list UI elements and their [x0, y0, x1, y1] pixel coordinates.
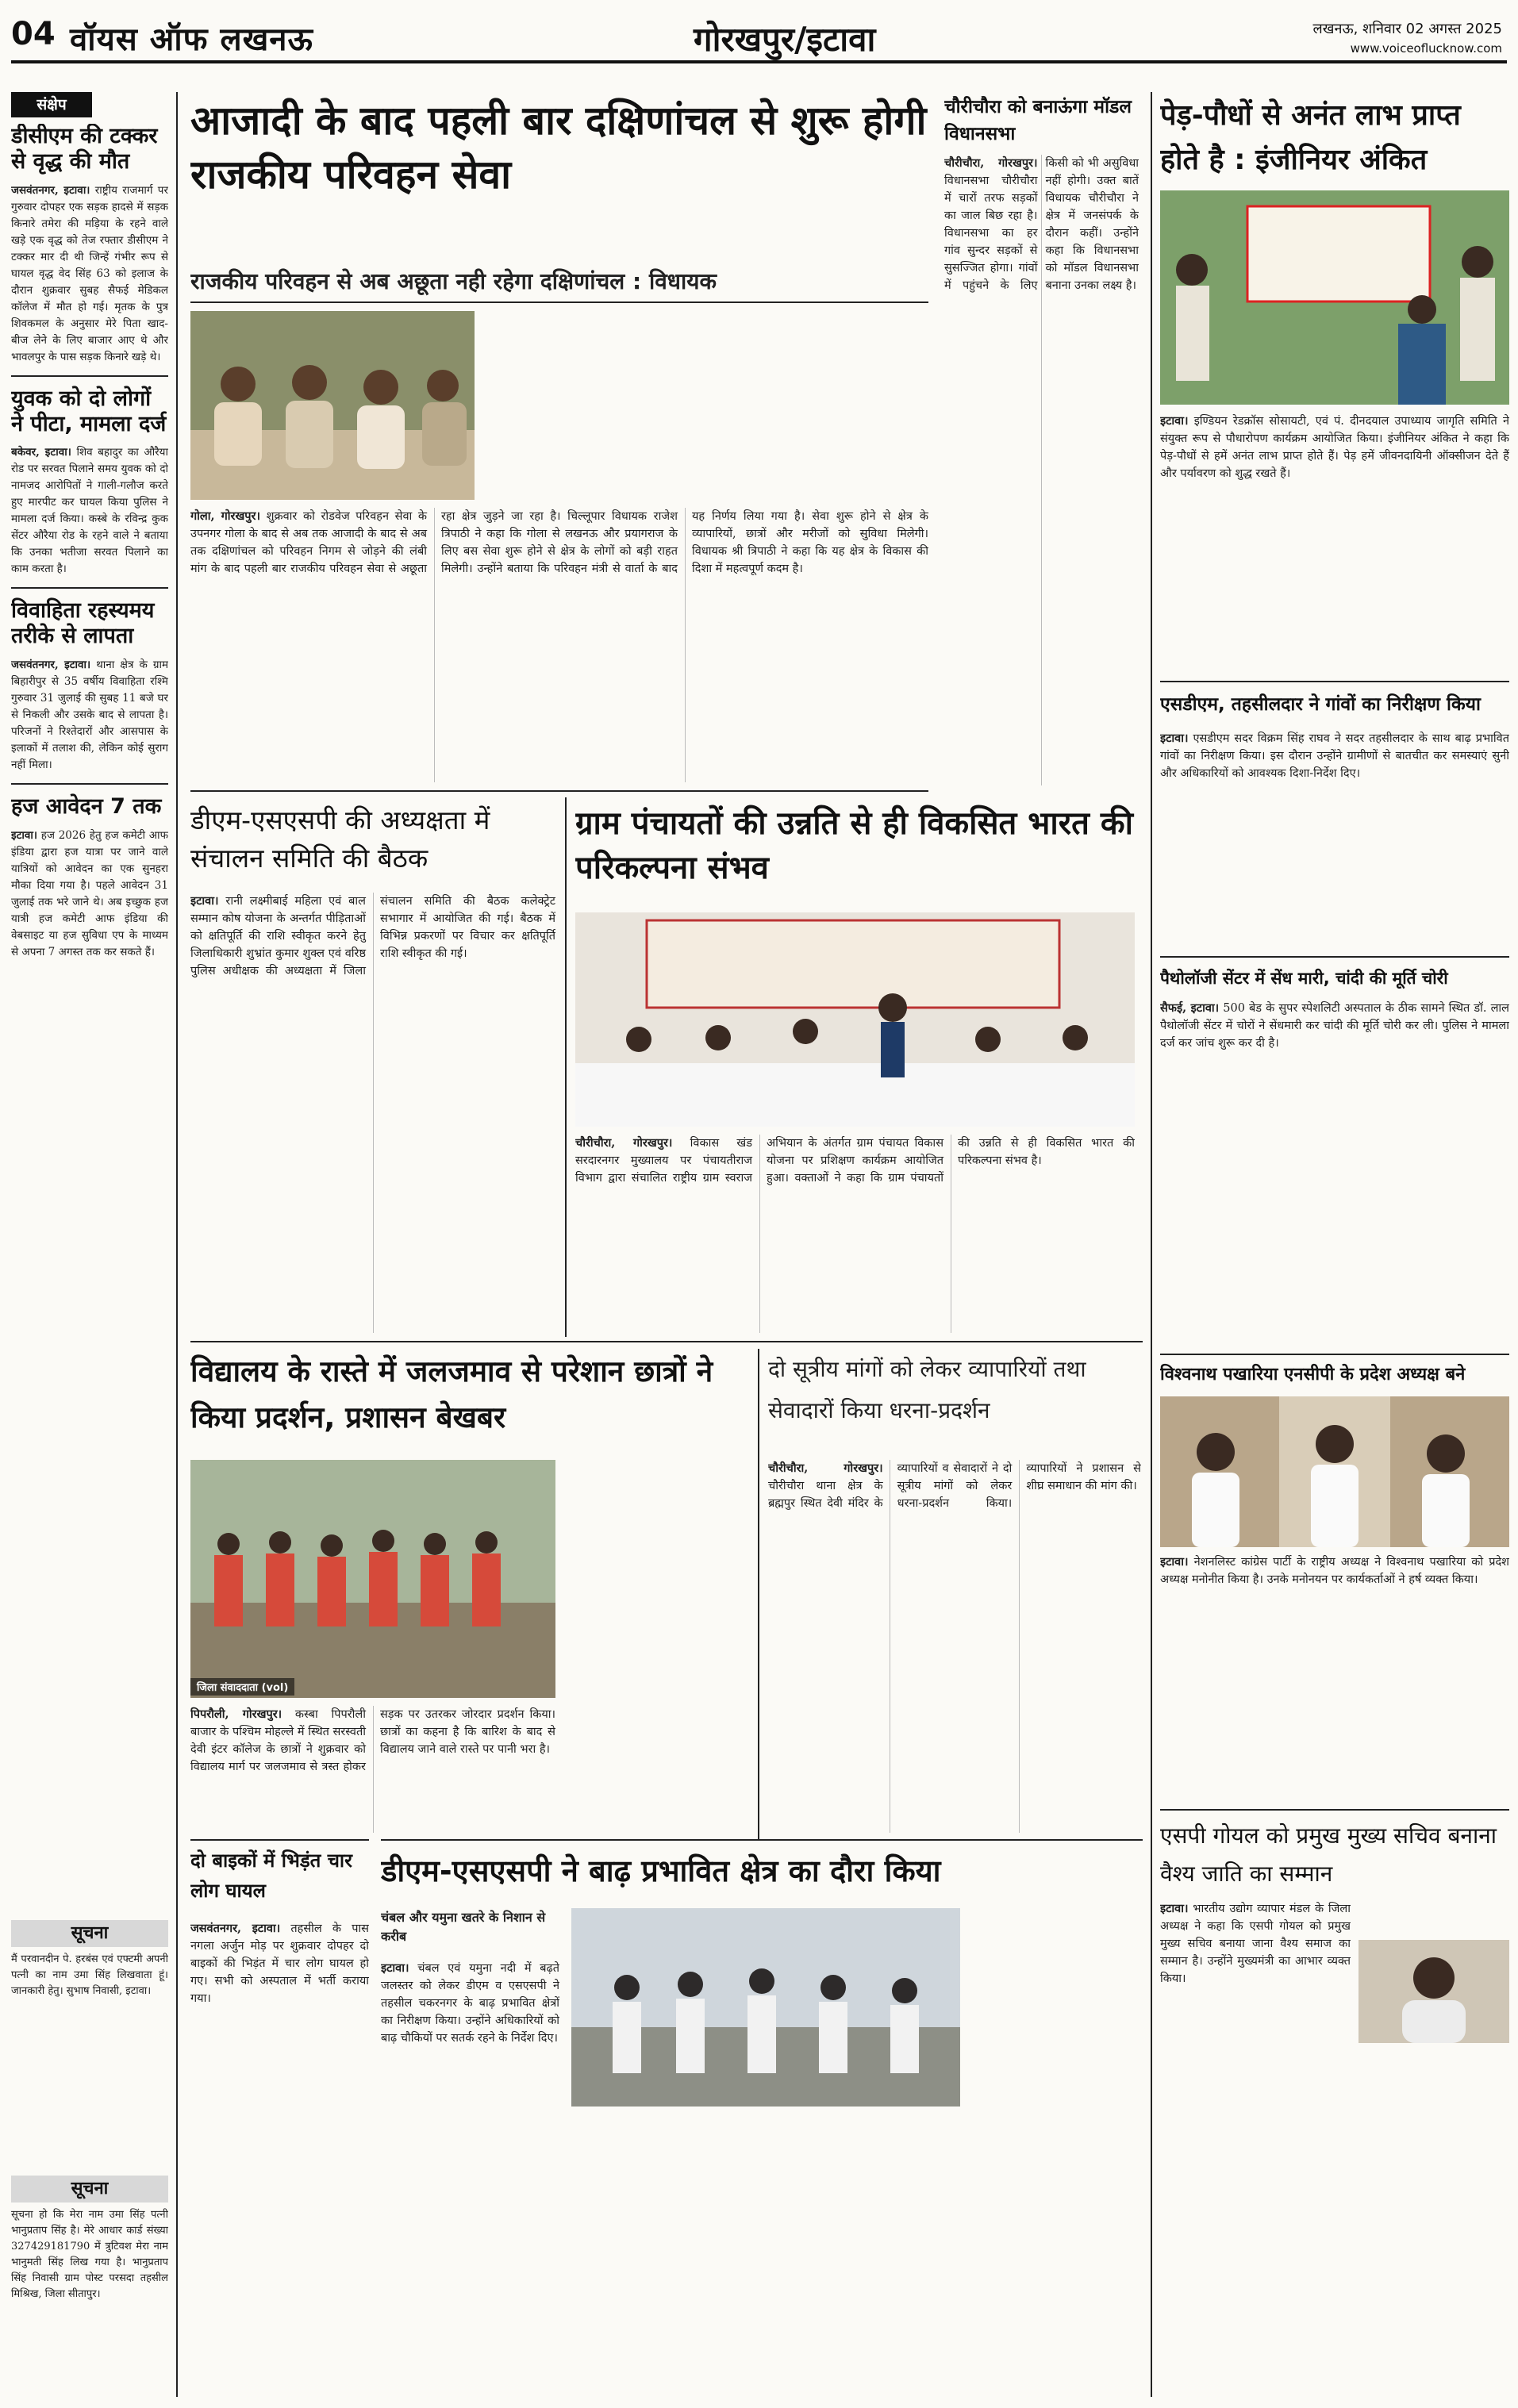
masthead [11, 11, 1507, 63]
pathology-headline: पैथोलॉजी सेंटर में सेंध मारी, चांदी की मूर्ति चोरी [1160, 969, 1448, 988]
school-photo [190, 1460, 555, 1698]
gram-headline: ग्राम पंचायतों की उन्नति से ही विकसित भारत की परिकल्पना संभव [575, 805, 1133, 886]
left-column [11, 124, 168, 1917]
flood-body: इटावा। चंबल एवं यमुना नदी में बढ़ते जलस्तर को लेकर डीएम व एसएसपी ने तहसील चकरनगर के बाढ़ प्रभावित क्षेत्रों का निरीक्षण किया। उन्होंने अधिकारियों को बाढ़ चौकियों पर सतर्क रहने के निर्देश दिए। [381, 1961, 559, 2045]
paper-name: वॉयस ऑफ लखनऊ [70, 21, 313, 58]
notice2-body: सूचना हो कि मेरा नाम उमा सिंह पत्नी भानुप्रताप सिंह है। मेरे आधार कार्ड संख्या 327429181790 में त्रुटिवश मेरा नाम भानुमती सिंह लिख गया है। भानुप्रताप सिंह निवासी ग्राम पोस्ट परसदा तहसील मिश्रिख, जिला सीतापुर। [11, 2209, 168, 2300]
gram-photo [575, 912, 1135, 1127]
page-number: 04 [11, 16, 56, 52]
dateline: लखनऊ, शनिवार 02 अगस्त 2025 [1312, 21, 1502, 37]
sp-body: इटावा। भारतीय उद्योग व्यापार मंडल के जिला अध्यक्ष ने कहा कि एसपी गोयल को प्रमुख मुख्य सचिव बनाया जाना वैश्य समाज का सम्मान है। उन्होंने मुख्यमंत्री का आभार व्यक्त किया। [1160, 1902, 1351, 1985]
sp-photo [1359, 1940, 1509, 2043]
flood-headline: डीएम-एसएसपी ने बाढ़ प्रभावित क्षेत्र का दौरा किया [381, 1853, 941, 1888]
school-photo-caption: जिला संवाददाता (vol) [190, 1678, 294, 1696]
left-story2-headline: युवक को दो लोगों ने पीटा, मामला दर्ज [11, 386, 167, 436]
lead-headline: आजादी के बाद पहली बार दक्षिणांचल से शुरू होगी राजकीय परिवहन सेवा [190, 98, 927, 198]
vishwanath-body: इटावा। नेशनलिस्ट कांग्रेस पार्टी के राष्ट्रीय अध्यक्ष ने विश्वनाथ पखारिया को प्रदेश अध्यक्ष मनोनीत किया है। उनके मनोनयन पर कार्यकर्ताओं ने हर्ष व्यक्त किया। [1160, 1555, 1509, 1586]
sdm-body: इटावा। एसडीएम सदर विक्रम सिंह राघव ने सदर तहसीलदार के साथ बाढ़ प्रभावित गांवों का निरीक्षण किया। इस दौरान उन्होंने ग्रामीणों से बातचीत कर समस्याएं सुनी और अधिकारियों को आवश्यक दिशा-निर्देश दिए। [1160, 732, 1509, 780]
lead-photo [190, 311, 475, 500]
left-story1-body: जसवंतनगर, इटावा। राष्ट्रीय राजमार्ग पर गुरुवार दोपहर एक सड़क हादसे में सड़क किनारे तमेरा की मड़िया के रहने वाले खड़े एक वृद्ध को तेज रफ्तार डीसीएम ने टक्कर मार दी थी जिन्हें गंभीर रूप से घायल वृद्ध वेद सिंह 63 को इलाज के दौरान शुक्रवार सुबह सैफई मेडिकल कॉलेज में मौत हो गई। मृतक के पुत्र शिवकमल के अनुसार मेरे पिता खाद-बीज लेने के लिए बाजार आए थे और भावलपुर के पास सड़क किनारे खड़े थे। [11, 183, 168, 363]
sp-headline: एसपी गोयल को प्रमुख मुख्य सचिव बनाना वैश्य जाति का सम्मान [1160, 1822, 1497, 1887]
pathology-body: सैफई, इटावा। 500 बेड के सुपर स्पेशलिटी अस्पताल के ठीक सामने स्थित डॉ. लाल पैथोलॉजी सेंटर में चोरों ने सेंधमारी कर चांदी की मूर्ति चोरी कर ली। पुलिस ने मामला दर्ज कर जांच शुरू कर दी है। [1160, 1001, 1509, 1050]
left-story3-body: जसवंतनगर, इटावा। थाना क्षेत्र के ग्राम बिहारीपुर से 35 वर्षीय विवाहिता रश्मि गुरुवार 31 जुलाई की सुबह 11 बजे घर से निकली और उसके बाद से लापता है। परिजनों ने रिश्तेदारों और आसपास के इलाकों में तलाश की, लेकिन कोई सुराग नहीं मिला। [11, 659, 168, 772]
tree-body: इटावा। इण्डियन रेडक्रॉस सोसायटी, एवं पं. दीनदयाल उपाध्याय जागृति समिति ने संयुक्त रूप से पौधारोपण कार्यक्रम आयोजित किया। इंजीनियर अंकित ने कहा कि पेड़-पौधों से हमें अनंत लाभ प्राप्त होते हैं। पेड़ हमें जीवनदायिनी ऑक्सीजन देते हैं और पर्यावरण को शुद्ध रखते हैं। [1160, 414, 1509, 480]
chauri-headline: चौरीचौरा को बनाऊंगा मॉडल विधानसभा [944, 97, 1132, 144]
sdm-headline: एसडीएम, तहसीलदार ने गांवों का निरीक्षण किया [1160, 694, 1481, 715]
flood-side-label: चंबल और यमुना खतरे के निशान से करीब [381, 1910, 546, 1944]
edition-title: गोरखपुर/इटावा [694, 20, 876, 59]
notice1-label: सूचना [11, 1920, 168, 1947]
flood-photo [571, 1908, 960, 2107]
bike-headline: दो बाइकों में भिड़ंत चार लोग घायल [190, 1849, 352, 1902]
website-link[interactable]: www.voiceoflucknow.com [1350, 41, 1502, 56]
lead-subhead: राजकीय परिवहन से अब अछूता नही रहेगा दक्षिणांचल : विधायक [190, 268, 928, 303]
left-story2-body: बकेवर, इटावा। शिव बहादुर का औरैया रोड पर सरवत पिलाने समय युवक को दो नामजद आरोपितों ने गाली-गलौज करते हुए मारपीट कर घायल किया पुलिस ने मामला दर्ज किया। कस्बे के रविन्द्र कुक सेंटर औरैया रोड के रहने वाले ने बताया कि उनका भतीजा सरवत पिलाने का काम करता है। [11, 446, 168, 576]
left-story3-headline: विवाहिता रहस्यमय तरीके से लापता [11, 598, 155, 649]
chauri-body: चौरीचौरा, गोरखपुर। विधानसभा चौरीचौरा में चारों तरफ सड़कों का जाल बिछ रहा है। विधानसभा का हर गांव सुन्दर सड़कों से सुसज्जित होगा। गांवों में पहुंचने के लिए किसी को भी असुविधा नहीं होगी। उक्त बातें विधायक चौरीचौरा ने क्षेत्र में जनसंपर्क के दौरान कहीं। उन्होंने कहा कि विधानसभा को मॉडल विधानसभा बनाना उनका लक्ष्य है। [944, 156, 1139, 292]
lead-body: गोला, गोरखपुर। शुक्रवार को रोडवेज परिवहन सेवा के उपनगर गोला के बाद से अब तक आजादी के बाद से अब तक दक्षिणांचल को परिवहन निगम से जोड़ने की लंबी मांग के बाद पहली बार राजकीय परिवहन सेवा से अछूता रहा क्षेत्र जुड़ने जा रहा है। चिल्लूपार विधायक राजेश त्रिपाठी ने कहा कि गोला से लखनऊ और प्रयागराज के लिए बस सेवा शुरू होने से क्षेत्र के लोगों को बड़ी राहत मिलेगी। उन्होंने बताया कि परिवहन मंत्री से वार्ता के बाद यह निर्णय लिया गया है। सेवा शुरू होने से क्षेत्र के व्यापारियों, छात्रों और मरीजों को सुविधा मिलेगी। विधायक श्री त्रिपाठी ने कहा कि यह क्षेत्र के विकास की दिशा में महत्वपूर्ण कदम है। [190, 509, 928, 575]
trader-headline: दो सूत्रीय मांगों को लेकर व्यापारियों तथा सेवादारों किया धरना-प्रदर्शन [768, 1356, 1086, 1423]
left-story1-headline: डीसीएम की टक्कर से वृद्ध की मौत [11, 124, 158, 174]
left-story4-headline: हज आवेदन 7 तक [11, 794, 162, 820]
school-body-lower: पिपरौली, गोरखपुर। कस्बा पिपरौली बाजार के पश्चिम मोहल्ले में स्थित सरस्वती देवी इंटर कॉलेज के छात्रों ने शुक्रवार को विद्यालय मार्ग पर जलजमाव से त्रस्त होकर सड़क पर उतरकर जोरदार प्रदर्शन किया। छात्रों का कहना है कि बारिश के बाद से विद्यालय जाने वाले रास्ते पर पानी भरा है। [190, 1707, 555, 1773]
notice1-body: मैं परवानदीन पे. हरबंस एवं एफ्टमी अपनी पत्नी का नाम उमा सिंह लिखवाता हूं। जानकारी हेतु। सुभाष निवासी, इटावा। [11, 1953, 168, 1997]
tree-headline: पेड़-पौधों से अनंत लाभ प्राप्त होते है : इंजीनियर अंकित [1160, 99, 1461, 176]
brief-label: संक्षेप [11, 92, 92, 117]
school-headline: विद्यालय के रास्ते में जलजमाव से परेशान छात्रों ने किया प्रदर्शन, प्रशासन बेखबर [190, 1354, 713, 1434]
tree-photo [1160, 190, 1509, 405]
trader-body: चौरीचौरा, गोरखपुर। चौरीचौरा थाना क्षेत्र के ब्रह्मपुर स्थित देवी मंदिर के व्यापारियों व सेवादारों ने दो सूत्रीय मांगों को लेकर धरना-प्रदर्शन किया। व्यापारियों ने प्रशासन से शीघ्र समाधान की मांग की। [768, 1461, 1141, 1510]
vishwanath-photo [1160, 1396, 1509, 1547]
left-story4-body: इटावा। हज 2026 हेतु हज कमेटी आफ इंडिया द्वारा हज यात्रा पर जाने वाले यात्रियों को आवेदन का एक सुनहरा मौका दिया गया है। पहले आवेदन 31 जुलाई तक भरे जाने थे। अब इच्छुक हज यात्री हज कमेटी आफ इंडिया की वेबसाइट या हज सुविधा एप के माध्यम से अपना 7 अगस्त तक कर सकते हैं। [11, 829, 168, 959]
dm-committee-body: इटावा। रानी लक्ष्मीबाई महिला एवं बाल सम्मान कोष योजना के अन्तर्गत पीड़िताओं को क्षतिपूर्ति की राशि स्वीकृत करने हेतु जिलाधिकारी शुभ्रांत कुमार शुक्ल एवं वरिष्ठ पुलिस अधीक्षक की अध्यक्षता में जिला संचालन समिति की बैठक कलेक्ट्रेट सभागार में आयोजित की गई। बैठक में विभिन्न प्रकरणों पर विचार कर क्षतिपूर्ति राशि स्वीकृत की गई। [190, 894, 555, 977]
vishwanath-headline: विश्वनाथ पखारिया एनसीपी के प्रदेश अध्यक्ष बने [1160, 1365, 1466, 1385]
gram-body: चौरीचौरा, गोरखपुर। विकास खंड सरदारनगर मुख्यालय पर पंचायतीराज विभाग द्वारा संचालित राष्ट्रीय ग्राम स्वराज अभियान के अंतर्गत ग्राम पंचायत विकास योजना पर प्रशिक्षण कार्यक्रम आयोजित हुआ। वक्ताओं ने कहा कि ग्राम पंचायतों की उन्नति से ही विकसित भारत की परिकल्पना संभव है। [575, 1136, 1135, 1185]
notice2-label: सूचना [11, 2176, 168, 2203]
dm-committee-headline: डीएम-एसएसपी की अध्यक्षता में संचालन समिति की बैठक [190, 805, 490, 874]
bike-body: जसवंतनगर, इटावा। तहसील के पास नगला अर्जुन मोड़ पर शुक्रवार दोपहर दो बाइकों की भिड़ंत में चार लोग घायल हो गए। सभी को अस्पताल में भर्ती कराया गया। [190, 1922, 369, 2005]
